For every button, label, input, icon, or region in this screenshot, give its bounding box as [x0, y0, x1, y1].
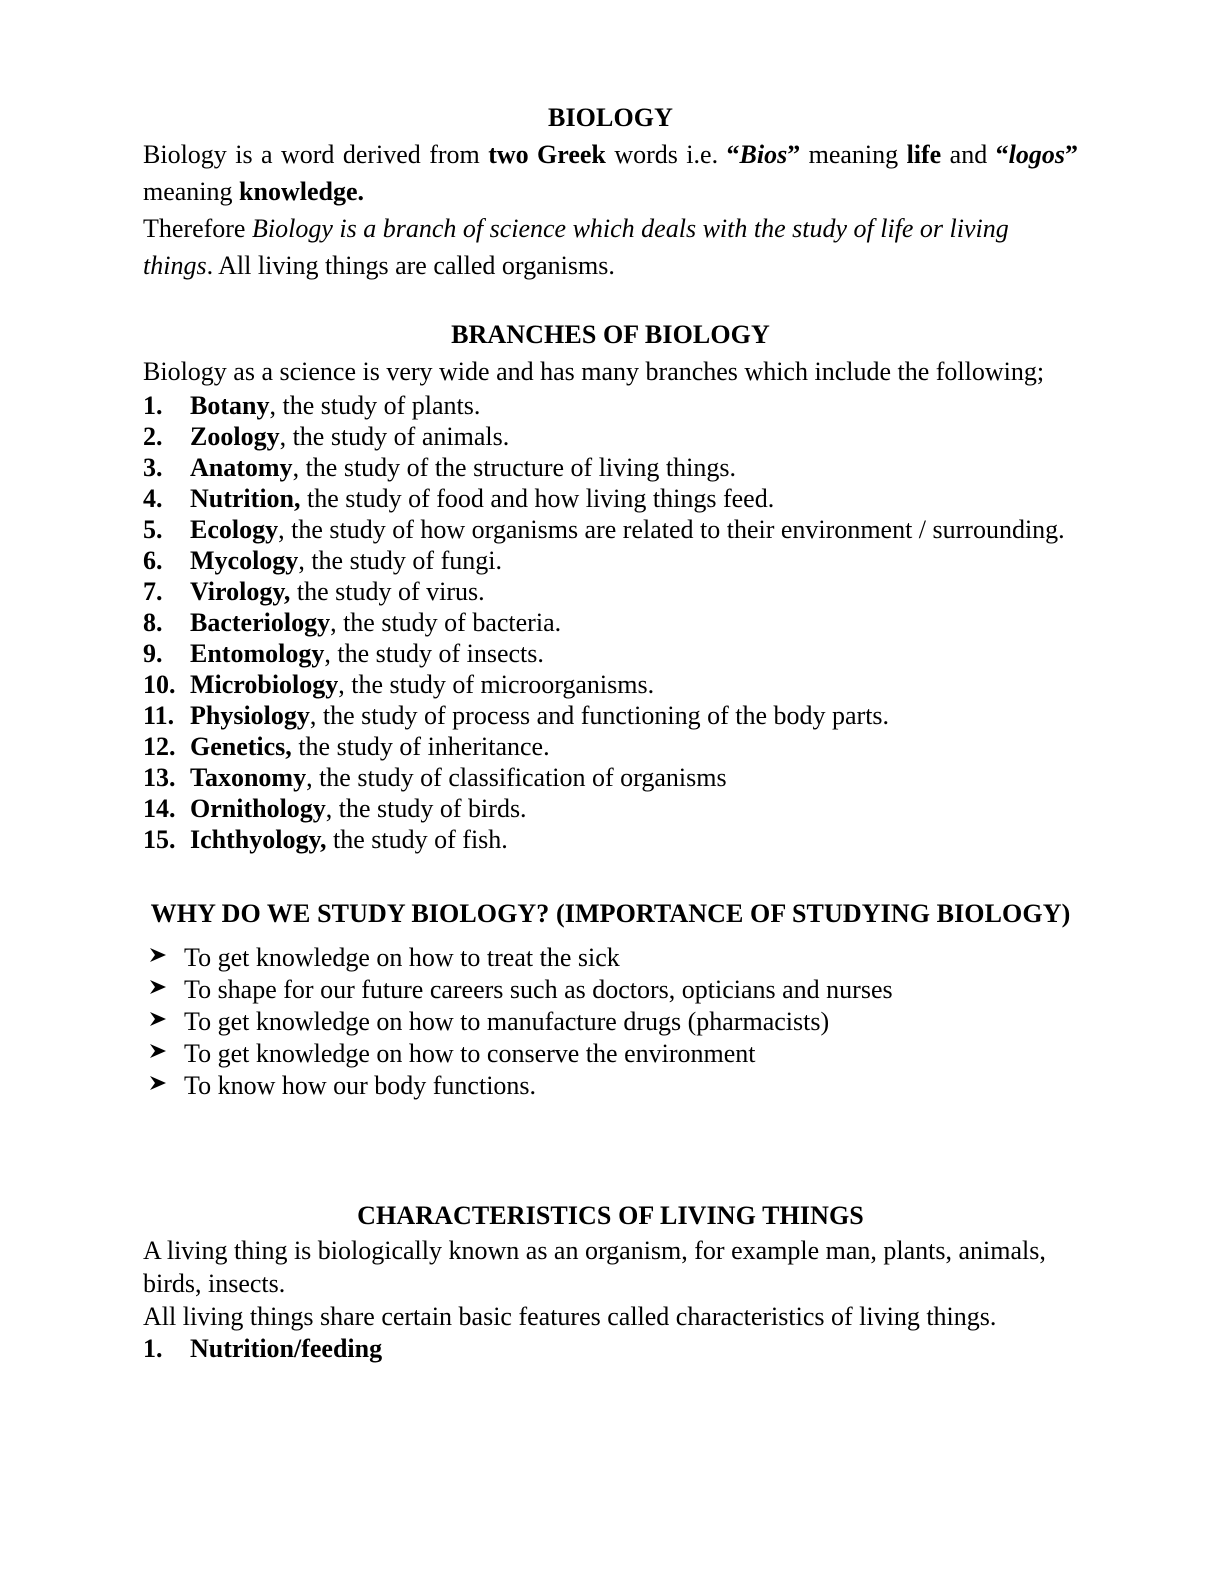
intro-paragraph-2 [143, 210, 1078, 284]
list-item [143, 421, 1078, 452]
branch-description: , the study of microorganisms. [338, 670, 655, 699]
list-item [143, 576, 1078, 607]
intro-text-g: and [941, 140, 996, 169]
list-item [143, 607, 1078, 638]
list-number: 9. [143, 639, 163, 668]
intro-text-a: Biology is a word derived from [143, 140, 489, 169]
branches-list [143, 390, 1078, 855]
branch-term: Physiology [190, 701, 310, 730]
branch-description: , the study of how organisms are related to their environment / surrounding. [278, 515, 1065, 544]
list-item [143, 762, 1078, 793]
branch-description: , the study of classification of organisms [306, 763, 727, 792]
list-number: 11. [143, 701, 175, 730]
intro-bolditalic-bios: Bios [739, 140, 788, 169]
document-content [143, 100, 1078, 1364]
list-item [143, 974, 1078, 1006]
importance-text: To get knowledge on how to conserve the environment [184, 1039, 756, 1068]
list-number: 7. [143, 577, 163, 606]
list-item [143, 638, 1078, 669]
list-number: 2. [143, 422, 163, 451]
branch-term: Entomology [190, 639, 325, 668]
list-item [143, 1070, 1078, 1102]
list-item [143, 793, 1078, 824]
list-item [143, 942, 1078, 974]
spacer [143, 855, 1078, 895]
list-number: 12. [143, 732, 176, 761]
intro-bold-two-greek: two Greek [488, 140, 606, 169]
list-item [143, 731, 1078, 762]
branch-description: the study of food and how living things feed. [300, 484, 775, 513]
intro-bolditalic-logos: logos [1008, 140, 1065, 169]
branch-term: Bacteriology [190, 608, 331, 637]
branch-description: , the study of fungi. [298, 546, 502, 575]
organisms-text: . All living things are called organisms. [206, 251, 615, 280]
branch-description: , the study of birds. [325, 794, 527, 823]
branch-term: Ichthyology, [190, 825, 327, 854]
branch-term: Zoology [190, 422, 280, 451]
list-number: 13. [143, 763, 176, 792]
list-number: 1. [143, 391, 163, 420]
list-number: 1. [143, 1334, 163, 1363]
branch-description: , the study of the structure of living things. [292, 453, 736, 482]
branch-description: the study of virus. [290, 577, 485, 606]
intro-bold-life: life [906, 140, 942, 169]
spacer [143, 932, 1078, 942]
branch-term: Anatomy [190, 453, 293, 482]
therefore-text: Therefore [143, 214, 252, 243]
branch-description: , the study of insects. [324, 639, 544, 668]
branch-term: Ecology [190, 515, 279, 544]
branch-term: Microbiology [190, 670, 339, 699]
importance-text: To shape for our future careers such as doctors, opticians and nurses [184, 975, 893, 1004]
spacer [143, 1102, 1078, 1198]
intro-bold-knowledge: knowledge. [239, 177, 364, 206]
list-item [143, 390, 1078, 421]
list-number: 4. [143, 484, 163, 513]
arrowhead-bullet-icon [146, 1006, 172, 1032]
list-number: 3. [143, 453, 163, 482]
section-heading-importance: WHY DO WE STUDY BIOLOGY? (IMPORTANCE OF STUDYING BIOLOGY) [150, 899, 1071, 928]
branch-description: , the study of process and functioning of the body parts. [309, 701, 890, 730]
arrowhead-bullet-icon [146, 1038, 172, 1064]
branch-term: Genetics, [190, 732, 292, 761]
branch-description: the study of inheritance. [291, 732, 550, 761]
definition-italic: Biology is a branch of science which deals with the study of life or living things [143, 214, 1009, 280]
list-item [143, 514, 1078, 545]
list-number: 14. [143, 794, 176, 823]
list-item [143, 824, 1078, 855]
quote-open-logos: “ [995, 140, 1009, 169]
list-item [143, 1038, 1078, 1070]
list-item [143, 452, 1078, 483]
branch-term: Virology, [190, 577, 291, 606]
list-number: 8. [143, 608, 163, 637]
branch-term: Mycology [190, 546, 299, 575]
arrowhead-bullet-icon [146, 974, 172, 1000]
branch-description: , the study of bacteria. [330, 608, 562, 637]
list-item [143, 1333, 1078, 1364]
quote-open-bios: “ [726, 140, 740, 169]
importance-text: To get knowledge on how to manufacture drugs (pharmacists) [184, 1007, 830, 1036]
list-number: 15. [143, 825, 176, 854]
page-title: BIOLOGY [548, 103, 673, 132]
importance-text: To know how our body functions. [184, 1071, 537, 1100]
branches-intro-paragraph: Biology as a science is very wide and has many branches which include the following; [143, 357, 1045, 386]
characteristics-paragraph-1: A living thing is biologically known as an organism, for example man, plants, animals, birds, insects. [143, 1236, 1046, 1298]
branch-description: , the study of animals. [279, 422, 510, 451]
list-item [143, 669, 1078, 700]
branch-description: , the study of plants. [269, 391, 481, 420]
list-item [143, 483, 1078, 514]
branch-term: Ornithology [190, 794, 326, 823]
branch-term: Botany [190, 391, 270, 420]
quote-close-bios: ” [787, 140, 801, 169]
intro-text-c: words i.e. [605, 140, 727, 169]
intro-text-meaning: meaning [143, 177, 240, 206]
arrowhead-bullet-icon [146, 1070, 172, 1096]
characteristics-paragraph-2: All living things share certain basic features called characteristics of living things. [143, 1302, 997, 1331]
quote-close-logos: ” [1064, 140, 1078, 169]
list-item [143, 1006, 1078, 1038]
list-number: 10. [143, 670, 176, 699]
branch-term: Taxonomy [190, 763, 307, 792]
section-heading-branches: BRANCHES OF BIOLOGY [451, 320, 770, 349]
section-heading-characteristics: CHARACTERISTICS OF LIVING THINGS [357, 1201, 864, 1230]
intro-paragraph-1 [143, 136, 1078, 210]
importance-list [143, 942, 1078, 1102]
list-number: 6. [143, 546, 163, 575]
branch-description: the study of fish. [326, 825, 508, 854]
importance-text: To get knowledge on how to treat the sick [184, 943, 620, 972]
list-number: 5. [143, 515, 163, 544]
list-item [143, 700, 1078, 731]
branch-term: Nutrition, [190, 484, 301, 513]
arrowhead-bullet-icon [146, 942, 172, 968]
characteristic-term: Nutrition/feeding [190, 1334, 383, 1363]
intro-text-e: meaning [800, 140, 907, 169]
spacer [143, 284, 1078, 317]
list-item [143, 545, 1078, 576]
characteristics-list [143, 1333, 1078, 1364]
